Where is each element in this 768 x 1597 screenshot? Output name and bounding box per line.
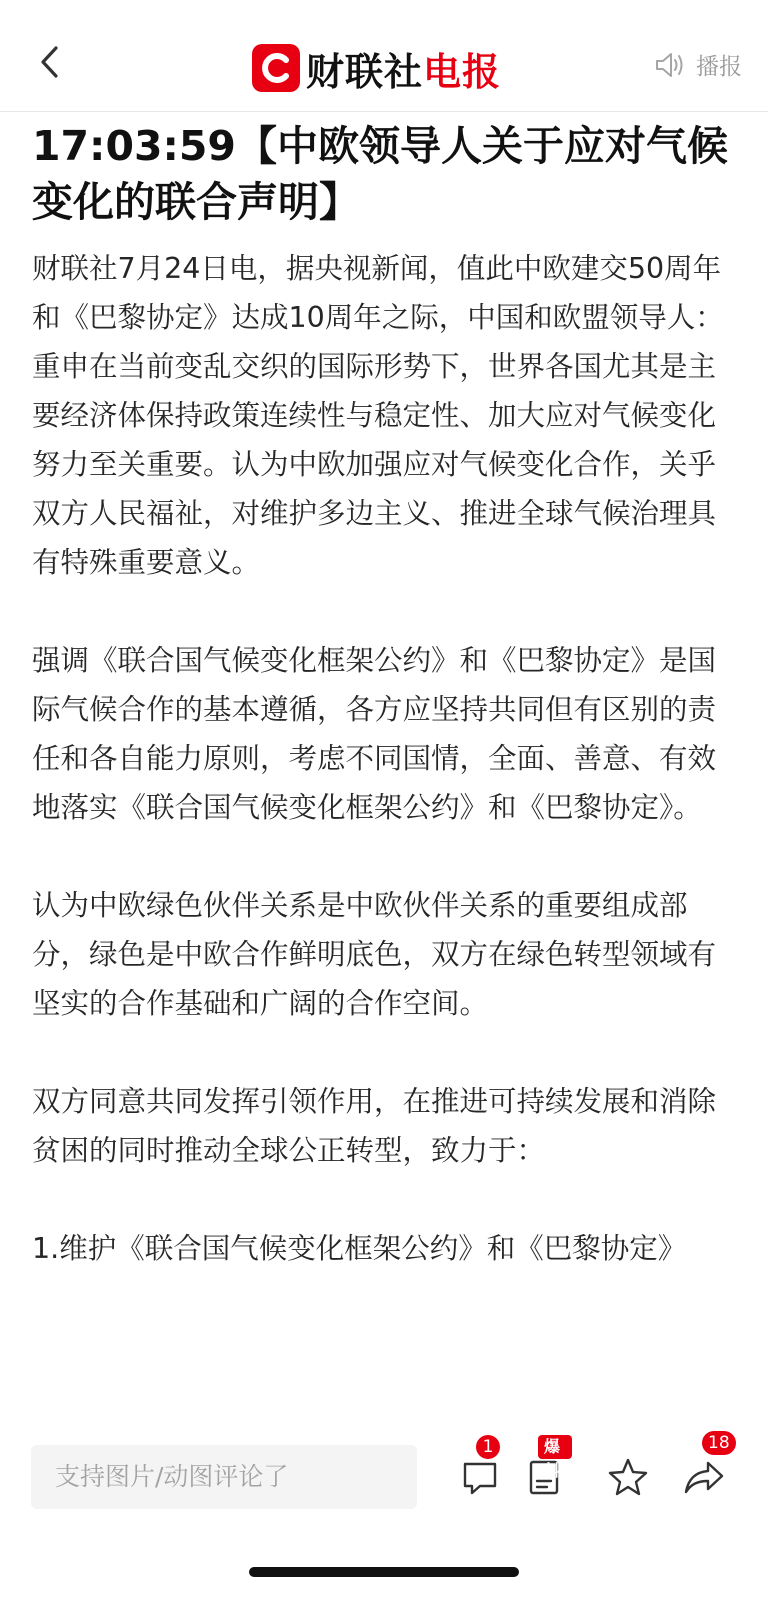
share-button[interactable] <box>676 1433 732 1505</box>
app-logo <box>252 42 501 94</box>
favorite-button[interactable] <box>600 1449 656 1505</box>
logo-text <box>306 41 501 96</box>
logo-text-accent: 电报 <box>423 49 502 94</box>
article-body <box>32 118 740 1322</box>
speaker-icon <box>654 51 686 79</box>
comment-count-badge: 1 <box>476 1435 500 1459</box>
share-count-badge: 18 <box>702 1431 736 1455</box>
logo-text-main: 财联社 <box>306 49 424 94</box>
share-arrow-icon <box>682 1457 726 1497</box>
logo-c-icon <box>252 44 300 92</box>
comment-button[interactable] <box>452 1437 508 1505</box>
article-paragraph: 双方同意共同发挥引领作用，在推进可持续发展和消除贫困的同时推动全球公正转型，致力于： <box>32 1085 717 1167</box>
article-paragraph: 1.维护《联合国气候变化框架公约》和《巴黎协定》 <box>32 1232 687 1265</box>
star-icon <box>607 1456 649 1498</box>
comment-bubble-icon <box>460 1457 500 1497</box>
top-header <box>0 0 768 112</box>
broadcast-button[interactable] <box>654 48 742 81</box>
home-indicator <box>249 1567 519 1577</box>
report-button[interactable] <box>516 1437 572 1505</box>
article-paragraph: 强调《联合国气候变化框架公约》和《巴黎协定》是国际气候合作的基本遵循，各方应坚持共同但有区别的责任和各自能力原则，考虑不同国情，全面、善意、有效地落实《联合国气候变化框架公约》和《巴黎协定》。 <box>32 644 717 824</box>
report-tag: 爆料 <box>538 1435 572 1459</box>
broadcast-label: 播报 <box>696 54 742 80</box>
article-paragraph: 认为中欧绿色伙伴关系是中欧伙伴关系的重要组成部分，绿色是中欧合作鲜明底色，双方在绿色转型领域有坚实的合作基础和广阔的合作空间。 <box>32 889 717 1020</box>
back-button[interactable] <box>28 40 72 84</box>
article-title: 17:03:59【中欧领导人关于应对气候变化的联合声明】 <box>32 122 728 226</box>
chevron-left-icon <box>38 44 62 80</box>
comment-input[interactable]: 支持图片/动图评论了 <box>31 1445 417 1509</box>
article-paragraph: 财联社7月24日电，据央视新闻，值此中欧建交50周年和《巴黎协定》达成10周年之际，中国和欧盟领导人：重申在当前变乱交织的国际形势下，世界各国尤其是主要经济体保持政策连续性与稳定性、加大应对气候变化努力至关重要。认为中欧加强应对气候变化合作，关乎双方人民福祉，对维护多边主义、推进全球气候治理具有特殊重要意义。 <box>32 252 724 579</box>
